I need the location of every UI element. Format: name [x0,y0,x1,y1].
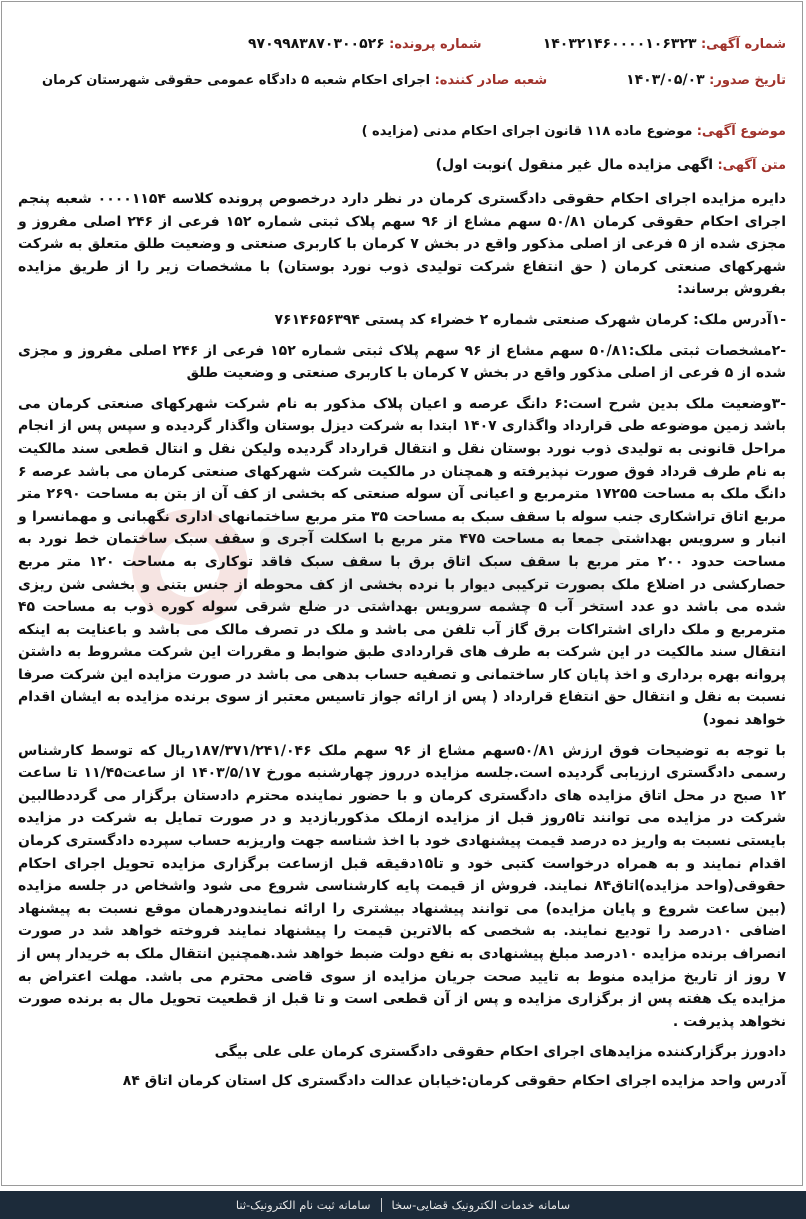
footer-separator [381,1198,382,1212]
subject-value: موضوع ماده ۱۱۸ قانون اجرای احکام مدنی (مزایده ) [361,124,693,139]
body-paragraph-unit-address: آدرس واحد مزایده اجرای احکام حقوقی کرمان:خیابان عدالت دادگستری کل استان کرمان اتاق ۸۴ [122,1072,786,1089]
case-number-label: شماره پرونده: [389,37,482,52]
footer-link-sakha[interactable]: سامانه خدمات الکترونیک قضایی-سخا [391,1198,571,1212]
body-paragraph-signatory: دادورز برگزارکننده مزایدهای اجرای احکام حقوقی دادگستری کرمان علی علی بیگی [214,1044,786,1061]
notice-frame [1,1,803,1186]
footer-bar [0,1191,806,1219]
issuing-branch-value: اجرای احکام شعبه ۵ دادگاه عمومی حقوقی شهرستان کرمان [42,73,431,88]
text-title-value: اگهی مزایده مال غیر منقول )نوبت اول) [435,157,714,173]
body-paragraph-registration: -۲مشخصات ثبتی ملک:۵۰/۸۱ سهم مشاع از ۹۶ سهم پلاک ثبتی شماره ۱۵۲ فرعی از ۲۴۶ اصلی مفروز و مجزی شده از ۵ فرعی از اصلی مذکور واقع در بخش ۷ کرمان با کاربری صنعتی و وضعیت طلق [18,342,786,382]
notice-body [18,188,786,1101]
issue-date-label: تاریخ صدور: [709,73,786,88]
text-title-row [436,157,786,173]
text-title-label: متن آگهی: [717,158,786,173]
footer-link-sana[interactable]: سامانه ثبت نام الکترونیک-ثنا [235,1198,371,1212]
body-paragraph-address: -۱آدرس ملک: کرمان شهرک صنعتی شماره ۲ خضراء کد پستی ۷۶۱۴۶۵۶۳۹۴ [274,311,786,328]
case-number-row [248,36,482,52]
ad-number-value: ۱۴۰۳۲۱۴۶۰۰۰۰۱۰۶۳۲۳ [542,36,697,52]
issuing-branch-row [42,72,547,88]
issuing-branch-label: شعبه صادر کننده: [434,73,548,88]
subject-label: موضوع آگهی: [696,124,786,139]
ad-number-row [543,36,786,52]
case-number-value: ۹۷۰۹۹۸۳۸۷۰۳۰۰۵۲۶ [248,36,385,52]
body-paragraph-property-status: -۳وضعیت ملک بدین شرح است:۶ دانگ عرصه و اعیان پلاک مذکور به نام شرکت شهرکهای صنعتی کرمان می باشد زمین موضوعه طی قرارداد واگذاری ۱۴۰۷ ابتدا به شرکت دیزل بوستان واگذار گردیده و سپس پس از انجام مراحل قانونی به تولیدی ذوب نورد بوستان نقل و انتقال قرارداد گردیده ولیکن نقل و انتال قطعی سند مالکیت به نام طرف قرداد فوق صورت نپذیرفته و همچنان در مالکیت شرکت شهرکهای صنعتی کرمان می باشد عرصه ۶ دانگ ملک به مساحت ۱۷۲۵۵ مترمربع و اعیانی آن سوله صنعتی که بخشی از کف آن از بتن به مساحت ۲۶۹۰ متر مربع اتاق تراشکاری جنب سوله با سقف سبک به مساحت ۳۵ متر مربع ساختمانهای اداری نگهبانی و مهمانسرا و انبار و سرویس بهداشتی جمعا به مساحت ۴۷۵ متر مربع با اسکلت آجری و سقف سبک ساختمان خط نورد به مساحت حدود ۲۰۰ متر مربع با سقف سبک اتاق برق با سقف سبک فاقد توکاری به مساحت ۱۲۰ متر مربع حصارکشی در اضلاع ملک بصورت ترکیبی دیوار با نرده بخشی از کف محوطه از جنس بتنی و بخشی شن ریزی شده می باشد دو عدد استخر آب ۵ چشمه سرویس بهداشتی در ضلع شرقی سوله کوره ذوب به مساحت ۴۵ مترمربع و ملک دارای اشتراکات برق گاز آب تلفن می باشد و ملک در تصرف مالک می باشد و باعنایت به اینکه انتقال سند مالکیت در این شرکت به طرف های قراردادی طبق ضوابط و مقررات این شرکت مشروط به داشتن پروانه بهره برداری و اخذ پایان کار ساختمانی و تصفیه حساب بدهی می باشد در صورت مزایده این شرکت صرفا نسبت به نقل و انتقال حق انتفاع قرارداد ( پس از ارائه جواز تاسیس معتبر از سوی برنده مزایده به ایشان اقدام خواهد نمود) [18,395,787,729]
subject-row [362,123,786,139]
body-paragraph-auction-terms: با توجه به توضیحات فوق ارزش ۵۰/۸۱سهم مشاع از ۹۶ سهم ملک ۱۸۷/۳۷۱/۲۴۱/۰۴۶ریال که توسط کارشناس رسمی دادگستری ارزیابی گردیده است.جلسه مزایده درروز چهارشنبه مورخ ۱۴۰۳/۵/۱۷ از ساعت۱۱/۴۵ تا ساعت ۱۲ صبح در محل اتاق مزایده های دادگستری کرمان و با حضور نماینده محترم دادستان برگزار می گرددطالبین شرکت در مزایده می توانند تا۵روز قبل از مزایده ازملک مذکوربازدید و در صورت تمایل به شرکت در مزایده بایستی نسبت به واریز ده درصد قیمت پیشنهادی خود با اخذ شناسه جهت واریزبه حساب سپرده دادگستری کرمان اقدام نمایند و به همراه درخواست کتبی خود و تا۱۵دقیقه قبل ازساعت برگزاری مزایده تحویل اجرای احکام حقوقی(واحد مزایده)اتاق۸۴ نمایند. فروش از قیمت پایه کارشناسی شروع می شود واشخاص در جلسه مزایده (بین ساعت شروع و پایان مزایده) می توانند پیشنهاد بیشتری را ارائه نمایندودرهمان موقع نسبت به پیشنهاد اضافی ۱۰درصد را تودیع نمایند. به شخصی که بالاترین قیمت را پیشنهاد نمایند فروخته خواهد شد در صورت انصراف برنده مزایده ۱۰درصد مبلغ پیشنهادی به نفع دولت ضبط خواهد شد.همچنین انتقال ملک به خریدار پس از ۷ روز از تاریخ مزایده منوط به تایید صحت جریان مزایده از سوی قاضی محترم می باشد. مهلت اعتراض به مزایده یک هفته پس از برگزاری مزایده و پس از آن قطعی است و تا قبل از قطعیت تحویل مال به برنده صورت نخواهد پذیرفت . [18,742,787,1030]
body-paragraph-intro: دایره مزایده اجرای احکام حقوقی دادگستری کرمان در نظر دارد درخصوص پرونده کلاسه ۰۰۰۰۱۱۵۴ شعبه پنجم اجرای احکام حقوقی کرمان ۵۰/۸۱ سهم مشاع از ۹۶ سهم پلاک ثبتی شماره ۱۵۲ فرعی از ۲۴۶ اصلی مفروز و مجزی شده از ۵ فرعی از اصلی مذکور واقع در بخش ۷ کرمان با کاربری صنعتی و وضعیت طلق متعلق به شرکت شهرکهای صنعتی کرمان ( حق انتفاع شرکت تولیدی ذوب نورد بوستان) با مشخصات زیر را از طریق مزایده بفروش برساند: [18,191,787,298]
issue-date-row [626,72,786,88]
issue-date-value: ۱۴۰۳/۰۵/۰۳ [626,72,705,88]
ad-number-label: شماره آگهی: [700,37,786,52]
notice-header [18,30,786,110]
